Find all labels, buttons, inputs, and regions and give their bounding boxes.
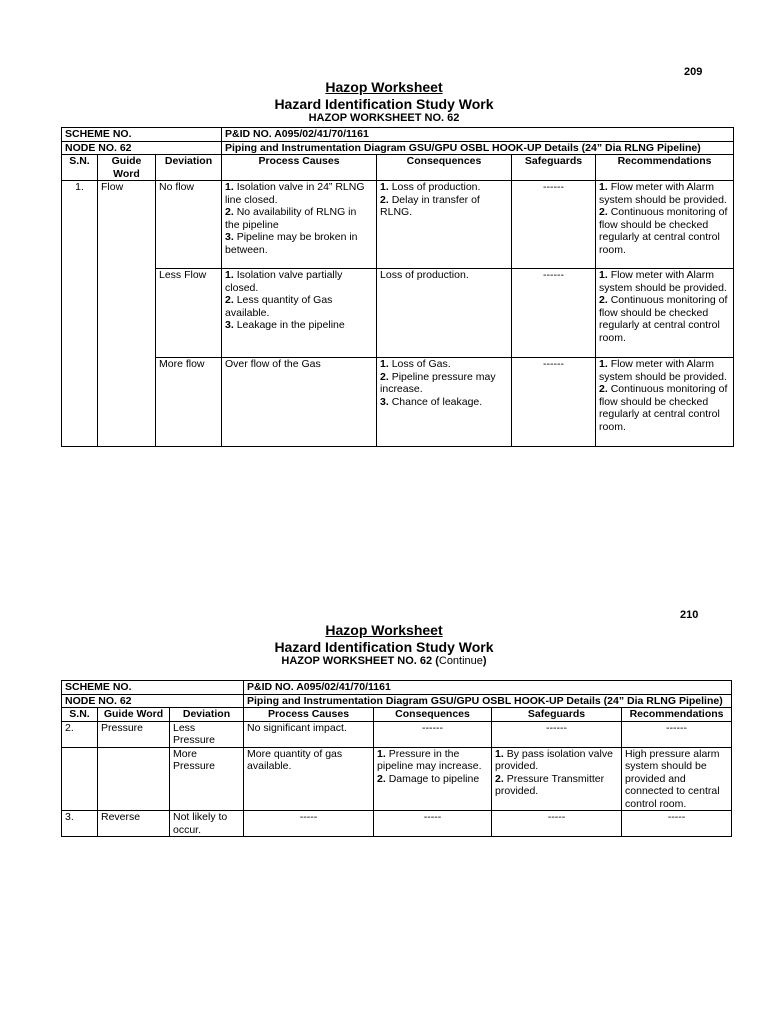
list-item [225,181,373,206]
table-row [62,811,732,837]
item-text: ----- [667,811,686,823]
item-text: Less quantity of Gas available. [225,294,333,319]
item-text: Loss of production. [391,181,481,193]
cell-consequences [374,811,492,837]
cell-guide-word: Flow [98,181,156,447]
item-text: ------ [422,721,443,734]
item-number: 1. [495,747,504,760]
item-text: Flow meter with Alarm system should be provided. [599,358,727,383]
cell-causes [222,181,377,269]
item-text: Continuous monitoring of flow should be checked regularly at central control room. [599,206,728,256]
item-text: ----- [547,811,566,823]
list-item [377,748,488,773]
item-text: Loss of production. [380,269,469,281]
scheme-label: SCHEME NO. [62,681,244,695]
node-row [62,141,734,155]
cell-causes [222,269,377,358]
cell-guide-word [98,747,170,811]
scheme-row [62,128,734,142]
header-causes: Process Causes [244,708,374,722]
item-text: Loss of Gas. [391,358,451,370]
worksheet-title: Hazop Worksheet [325,622,443,638]
item-number: 3. [225,319,234,331]
table-row [62,181,734,269]
list-item [625,748,728,811]
table-row [62,747,732,811]
item-text: ------ [546,721,567,734]
item-number: 2. [377,772,386,785]
cell-deviation: Less Pressure [170,721,244,747]
item-number: 1. [377,747,386,760]
item-text: By pass isolation valve provided. [495,747,613,772]
scheme-label: SCHEME NO. [62,128,222,142]
hazop-table-page-209 [61,127,734,447]
list-item [495,811,618,824]
item-text: Flow meter with Alarm system should be provided. [599,181,727,206]
item-number: 3. [380,395,389,408]
item-number: 2. [225,294,234,306]
item-number: 1. [599,358,608,370]
cell-consequences [377,181,512,269]
table-row [62,358,734,447]
item-number: 2. [599,294,608,306]
cell-deviation: More flow [156,358,222,447]
cell-safeguards: ------ [512,358,596,447]
item-number: 2. [599,383,608,395]
cell-sn [62,747,98,811]
header-consequences: Consequences [374,708,492,722]
header-causes: Process Causes [222,155,377,181]
item-number: 1. [225,269,234,281]
list-item [380,269,508,282]
cell-consequences [374,721,492,747]
item-text: Over flow of the Gas [225,358,321,370]
item-text: Continuous monitoring of flow should be checked regularly at central control room. [599,294,728,344]
item-number: 1. [380,181,389,193]
list-item [599,206,730,256]
cell-guide-word: Pressure [98,721,170,747]
scheme-row [62,681,732,695]
item-text: Isolation valve partially closed. [225,269,343,294]
header-row [62,708,732,722]
diagram-label: Piping and Instrumentation Diagram GSU/GPU OSBL HOOK-UP Details (24” Dia RLNG Pipeline) [222,141,734,155]
item-text: Chance of leakage. [391,395,483,408]
list-item [380,396,508,409]
item-number: 2. [225,206,234,218]
list-item [599,269,730,294]
item-text: Isolation valve in 24” RLNG line closed. [225,181,365,206]
worksheet-continue: Continue [438,655,483,667]
item-number: 1. [599,181,608,193]
list-item [599,181,730,206]
page-number: 209 [684,66,703,78]
cell-recommendations [596,181,734,269]
list-item [225,358,373,371]
list-item [225,269,373,294]
header-deviation: Deviation [170,708,244,722]
worksheet-number: HAZOP WORKSHEET NO. 62 [308,112,460,124]
item-text: ----- [299,811,318,823]
item-text: Pressure Transmitter provided. [495,772,605,797]
item-text: No availability of RLNG in the pipeline [225,206,357,231]
item-text: No significant impact. [247,721,347,734]
list-item [225,231,373,256]
cell-causes [222,358,377,447]
item-text: More quantity of gas available. [247,747,343,772]
header-sn: S.N. [62,708,98,722]
item-number: 1. [380,358,389,370]
header-consequences: Consequences [377,155,512,181]
worksheet-number-close: ) [482,655,487,667]
cell-causes [244,721,374,747]
item-text: Pressure in the pipeline may increase. [377,747,482,772]
cell-deviation: No flow [156,181,222,269]
list-item [495,722,618,735]
item-text: Damage to pipeline [388,772,480,785]
list-item [247,748,370,773]
list-item [599,358,730,383]
list-item [225,294,373,319]
worksheet-subtitle: Hazard Identification Study Work [274,96,494,112]
header-row [62,155,734,181]
worksheet-subtitle: Hazard Identification Study Work [274,639,494,655]
cell-safeguards [492,811,622,837]
list-item [377,722,488,735]
list-item [380,194,508,219]
header-guide-word: Guide Word [98,708,170,722]
cell-deviation: Not likely to occur. [170,811,244,837]
header-safeguards: Safeguards [512,155,596,181]
list-item [599,294,730,344]
cell-recommendations [596,358,734,447]
page-number: 210 [680,609,699,621]
list-item [225,319,373,332]
cell-causes [244,747,374,811]
item-text: Flow meter with Alarm system should be provided. [599,269,727,294]
list-item [495,748,618,773]
pid-number: P&ID NO. A095/02/41/70/1161 [244,681,732,695]
list-item [380,358,508,371]
item-text: ------ [666,721,688,734]
header-guide-word: Guide Word [98,155,156,181]
item-text: Pipeline may be broken in between. [225,231,358,256]
cell-sn: 3. [62,811,98,837]
cell-safeguards [492,747,622,811]
item-number: 2. [495,772,504,785]
item-text: Continuous monitoring of flow should be checked regularly at central control room. [599,383,728,433]
item-number: 2. [380,370,389,383]
header-sn: S.N. [62,155,98,181]
item-number: 1. [599,269,608,281]
item-text: High pressure alarm system should be provided and connected to central control room. [625,747,720,810]
item-text: Pipeline pressure may increase. [380,370,496,395]
cell-safeguards: ------ [512,269,596,358]
cell-causes [244,811,374,837]
item-number: 3. [225,231,234,243]
worksheet-number [0,655,768,667]
cell-deviation: More Pressure [170,747,244,811]
header-recommendations: Recommendations [596,155,734,181]
table-row [62,721,732,747]
cell-safeguards: ------ [512,181,596,269]
pid-number: P&ID NO. A095/02/41/70/1161 [222,128,734,142]
cell-guide-word: Reverse [98,811,170,837]
list-item [380,371,508,396]
list-item [495,773,618,798]
cell-deviation: Less Flow [156,269,222,358]
cell-safeguards [492,721,622,747]
list-item [625,722,728,735]
node-label: NODE NO. 62 [62,694,244,708]
item-text: Leakage in the pipeline [236,319,345,331]
table-row [62,269,734,358]
node-row [62,694,732,708]
diagram-label: Piping and Instrumentation Diagram GSU/GPU OSBL HOOK-UP Details (24” Dia RLNG Pipeline) [244,694,732,708]
header-deviation: Deviation [156,155,222,181]
list-item [225,206,373,231]
cell-consequences [377,269,512,358]
worksheet-number-text: HAZOP WORKSHEET NO. 62 ( [281,655,439,667]
cell-recommendations [622,747,732,811]
list-item [377,773,488,786]
cell-consequences [377,358,512,447]
list-item [247,722,370,735]
hazop-table-page-210 [61,680,732,837]
list-item [247,811,370,824]
item-number: 2. [380,193,389,206]
worksheet-title: Hazop Worksheet [325,79,443,95]
node-label: NODE NO. 62 [62,141,222,155]
item-number: 2. [599,206,608,218]
item-text: Delay in transfer of RLNG. [380,193,480,218]
cell-sn: 1. [62,181,98,447]
cell-consequences [374,747,492,811]
item-text: ----- [423,811,442,823]
cell-recommendations [622,811,732,837]
list-item [380,181,508,194]
list-item [625,811,728,824]
cell-sn: 2. [62,721,98,747]
list-item [377,811,488,824]
cell-recommendations [622,721,732,747]
cell-recommendations [596,269,734,358]
item-number: 1. [225,181,234,193]
header-safeguards: Safeguards [492,708,622,722]
list-item [599,383,730,433]
header-recommendations: Recommendations [622,708,732,722]
